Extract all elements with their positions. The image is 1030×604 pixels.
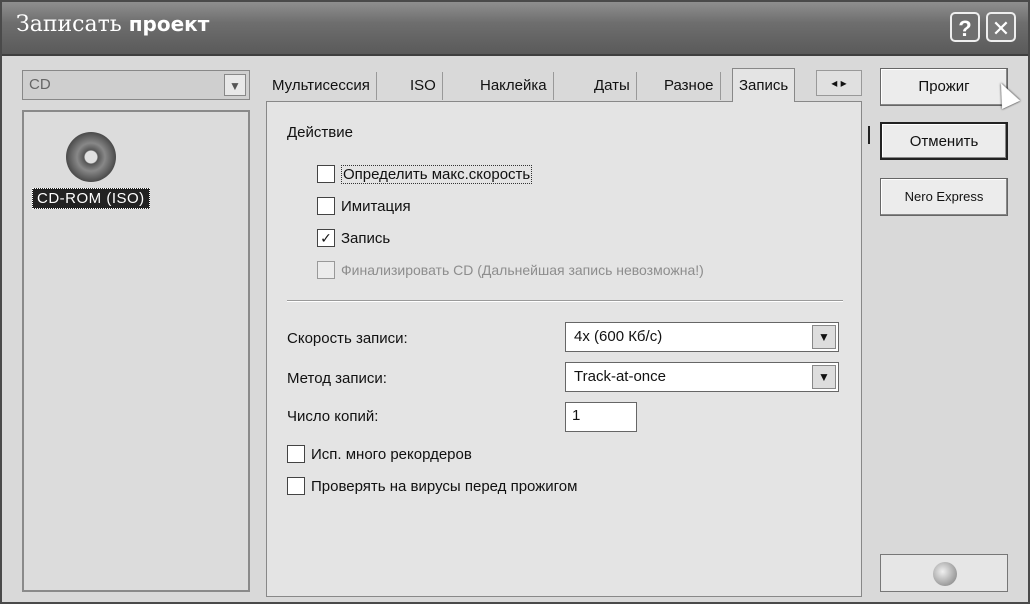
option-multi-recorders[interactable] xyxy=(287,442,472,466)
tab-label[interactable]: Наклейка xyxy=(474,72,554,100)
speed-label: Скорость записи: xyxy=(287,330,408,347)
option-label: Финализировать CD (Дальнейшая запись невозможна!) xyxy=(341,262,704,278)
burn-settings-panel xyxy=(266,101,862,597)
option-detect-max-speed[interactable] xyxy=(317,162,532,186)
cd-disc-icon[interactable] xyxy=(66,132,116,182)
option-simulation[interactable] xyxy=(317,194,411,218)
nero-express-button[interactable]: Nero Express xyxy=(880,178,1008,216)
copies-label: Число копий: xyxy=(287,408,379,425)
checkbox[interactable] xyxy=(287,477,305,495)
text-caret xyxy=(868,126,870,144)
speed-select[interactable] xyxy=(565,322,839,352)
tab-burn[interactable]: Запись xyxy=(732,68,795,102)
tab-strip xyxy=(266,68,870,102)
option-label: Исп. много рекордеров xyxy=(311,445,472,463)
checkbox[interactable] xyxy=(317,165,335,183)
option-label: Имитация xyxy=(341,197,411,215)
cancel-button[interactable]: Отменить xyxy=(880,122,1008,160)
checkbox-checked[interactable]: ✓ xyxy=(317,229,335,247)
drive-type-select[interactable] xyxy=(22,70,250,100)
method-value: Track-at-once xyxy=(574,368,666,385)
method-select[interactable] xyxy=(565,362,839,392)
chevron-down-icon[interactable]: ▼ xyxy=(224,74,246,96)
option-write[interactable] xyxy=(317,226,390,250)
project-panel xyxy=(22,66,252,594)
burn-button[interactable]: Прожиг xyxy=(880,68,1008,106)
tab-misc[interactable]: Разное xyxy=(658,72,721,100)
chevron-down-icon[interactable]: ▼ xyxy=(812,325,836,349)
chevron-down-icon[interactable]: ▼ xyxy=(812,365,836,389)
tab-multisession[interactable]: Мультисессия xyxy=(266,72,377,100)
tab-iso[interactable]: ISO xyxy=(404,72,443,100)
close-button[interactable]: ✕ xyxy=(986,12,1016,42)
method-label: Метод записи: xyxy=(287,370,387,387)
checkbox-disabled xyxy=(317,261,335,279)
divider xyxy=(287,300,843,302)
action-group-title: Действие xyxy=(287,124,353,141)
option-label: Определить макс.скорость xyxy=(343,165,531,183)
checkbox[interactable] xyxy=(287,445,305,463)
checkbox[interactable] xyxy=(317,197,335,215)
speed-value: 4x (600 Кб/с) xyxy=(574,328,663,345)
option-label: Проверять на вирусы перед прожигом xyxy=(311,477,578,495)
project-item-label[interactable]: CD-ROM (ISO) xyxy=(32,188,150,209)
project-type-list[interactable] xyxy=(22,110,250,592)
drive-type-value: CD xyxy=(29,76,51,93)
nero-logo-button[interactable] xyxy=(880,554,1008,592)
option-finalize xyxy=(317,258,704,282)
copies-input[interactable]: 1 xyxy=(565,402,637,432)
nero-logo-icon xyxy=(933,562,957,586)
option-label: Запись xyxy=(341,229,391,247)
help-button[interactable]: ? xyxy=(950,12,980,42)
tab-scroll-arrows-icon[interactable]: ◂ ▸ xyxy=(816,70,862,96)
window-title: Записать проект xyxy=(16,12,210,37)
title-bar[interactable] xyxy=(2,2,1028,56)
option-virus-check[interactable] xyxy=(287,474,577,498)
tab-dates[interactable]: Даты xyxy=(588,72,637,100)
